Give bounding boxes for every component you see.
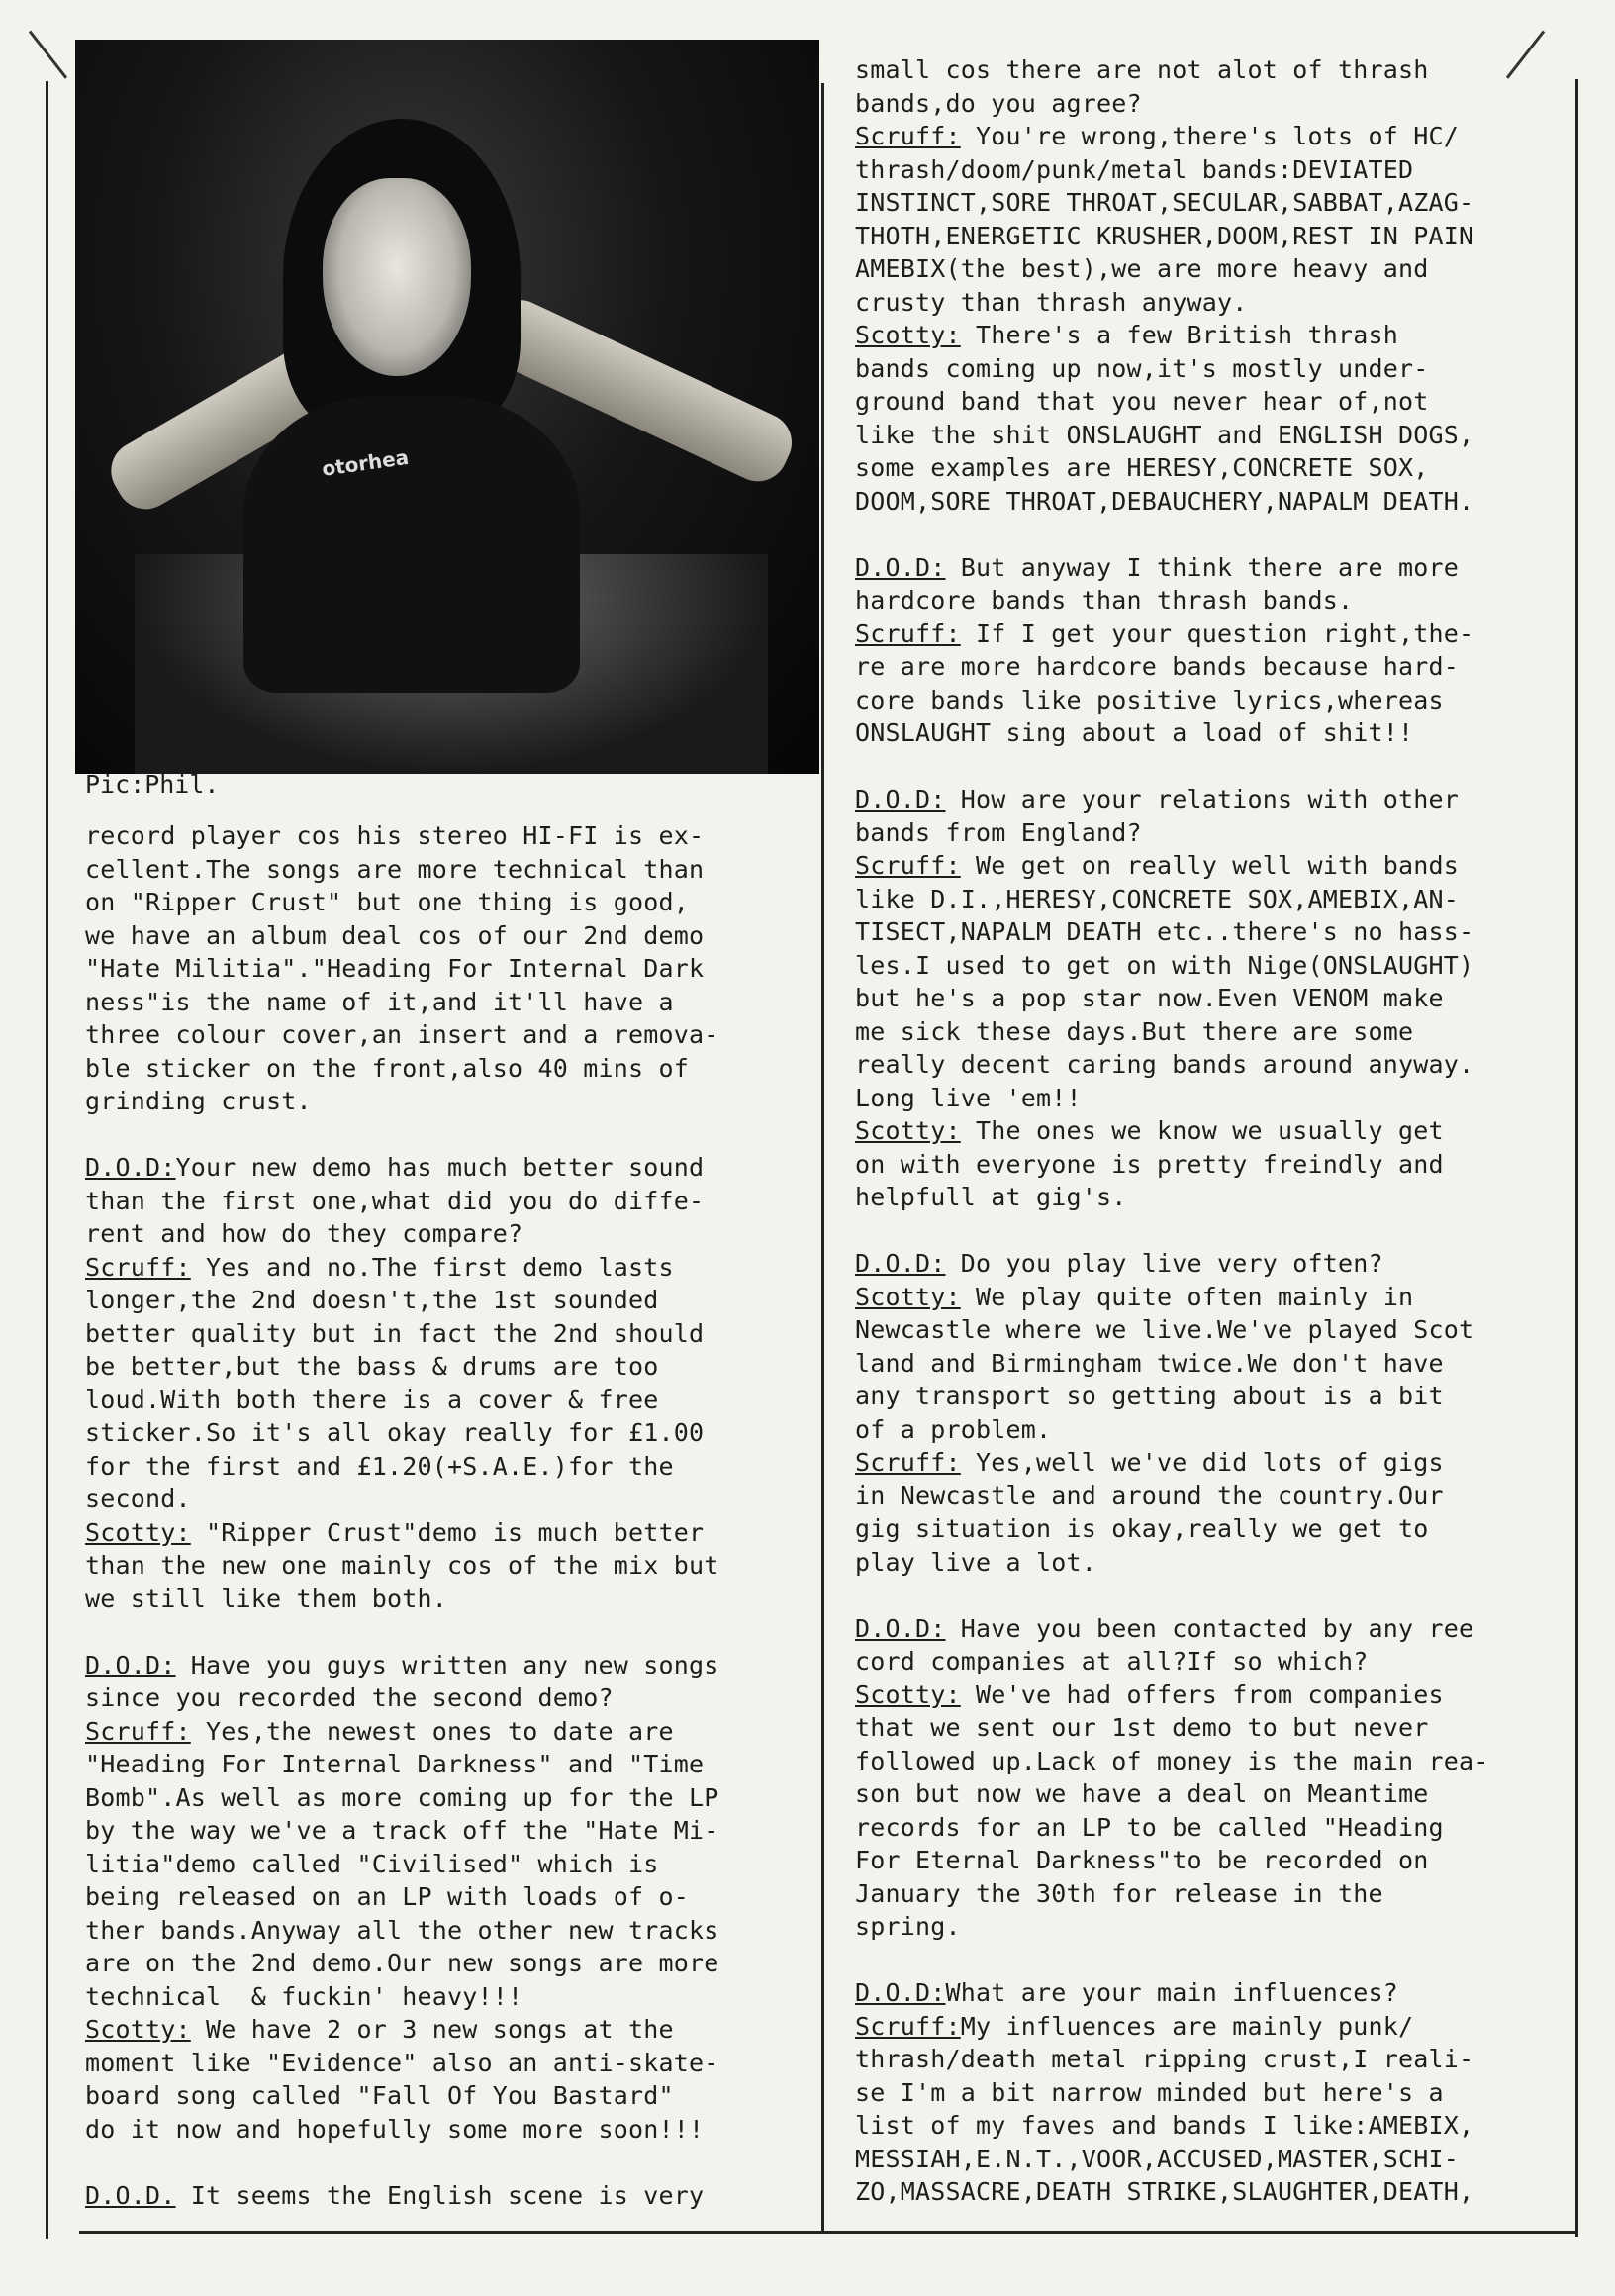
speaker-label: Scruff: [855,851,961,880]
line-text: bands coming up now,it's mostly under- [855,353,1429,383]
paragraph-gap [85,2146,719,2179]
page-border-right [1575,79,1578,2237]
text-line [85,1980,719,2014]
line-text: TISECT,NAPALM DEATH etc..there's no hass- [855,917,1474,946]
right-column-text [855,53,1489,2209]
text-line [855,1446,1489,1480]
line-text: cord companies at all?If so which? [855,1647,1369,1675]
text-line [855,1745,1489,1778]
text-line [855,1082,1489,1115]
speaker-label: D.O.D: [855,1978,946,2007]
text-line [855,551,1489,585]
line-text: How are your relations with other [945,785,1460,813]
line-text: ness"is the name of it,and it'll have a [85,987,674,1016]
speaker-label: D.O.D: [855,1613,946,1643]
text-line [85,2013,719,2047]
text-line [85,1516,719,1550]
paragraph-gap [855,1214,1489,1248]
text-line [855,949,1489,983]
text-line [855,982,1489,1015]
text-line [855,584,1489,618]
text-line [85,1781,719,1815]
line-text: Newcastle where we live.We've played Scot [855,1315,1474,1344]
page-border-left [46,81,48,2239]
text-line [855,2109,1489,2143]
text-line [85,1384,719,1417]
speaker-label: D.O.D: [85,1650,176,1679]
line-text: For Eternal Darkness"to be recorded on [855,1846,1429,1874]
speaker-label: Scruff: [855,2011,961,2041]
line-text: than the first one,what did you do diffe- [85,1186,705,1215]
text-line [855,915,1489,949]
line-text: les.I used to get on with Nige(ONSLAUGHT) [855,950,1474,980]
text-line [855,816,1489,850]
speaker-label: Scotty: [855,321,961,349]
line-text: since you recorded the second demo? [85,1683,614,1712]
line-text: DOOM,SORE THROAT,DEBAUCHERY,NAPALM DEATH. [855,486,1474,516]
line-text: me sick these days.But there are some [855,1016,1414,1046]
line-text: Yes and no.The first demo lasts [190,1252,674,1282]
text-line [855,1811,1489,1845]
text-line [85,1681,719,1715]
text-line [855,87,1489,121]
text-line [855,1048,1489,1082]
photo-face [323,178,471,376]
line-text: Yes,the newest ones to date are [190,1716,674,1746]
text-line [855,1546,1489,1579]
line-text: My influences are mainly punk/ [960,2011,1414,2041]
line-text: of a problem. [855,1414,1052,1444]
line-text: hardcore bands than thrash bands. [855,586,1354,615]
text-line [85,1582,719,1616]
line-text: loud.With both there is a cover & free [85,1385,659,1414]
text-line [855,1281,1489,1314]
line-text: core bands like positive lyrics,whereas [855,685,1444,715]
line-text: be better,but the bass & drums are too [85,1352,659,1381]
page-border-bottom [79,2231,1577,2234]
line-text: for the first and £1.20(+S.A.E.)for the [85,1451,674,1481]
text-line [855,1181,1489,1214]
text-line [855,783,1489,816]
line-text: gig situation is okay,really we get to [855,1514,1429,1543]
text-line [85,1748,719,1781]
line-text: but he's a pop star now.Even VENOM make [855,984,1444,1012]
text-line [85,952,719,986]
text-line [855,1612,1489,1646]
text-line [855,618,1489,651]
text-line [855,485,1489,519]
line-text: thrash/death metal ripping crust,I reali- [855,2045,1474,2073]
line-text: moment like "Evidence" also an anti-skate- [85,2048,719,2077]
column-divider [821,83,824,2231]
text-line [85,1880,719,1914]
line-text: three colour cover,an insert and a remova- [85,1020,719,1049]
text-line [855,1645,1489,1678]
line-text: play live a lot. [855,1547,1097,1577]
line-text: But anyway I think there are more [945,552,1460,582]
line-text: You're wrong,there's lots of HC/ [960,122,1460,150]
text-line [855,1678,1489,1712]
text-line [855,1413,1489,1447]
line-text: land and Birmingham twice.We don't have [855,1348,1444,1378]
text-line [85,2047,719,2080]
line-text: ONSLAUGHT sing about a load of shit!! [855,718,1414,747]
line-text: on with everyone is pretty freindly and [855,1149,1444,1179]
text-line [855,1711,1489,1745]
speaker-label: Scruff: [855,1448,961,1477]
text-line [855,1247,1489,1281]
line-text: better quality but in fact the 2nd should [85,1318,705,1348]
line-text: being released on an LP with loads of o- [85,1882,690,1911]
line-text: We play quite often mainly in [960,1282,1414,1311]
text-line [855,1380,1489,1413]
text-line [855,2175,1489,2209]
text-line [855,1877,1489,1911]
line-text: do it now and hopefully some more soon!!! [85,2114,705,2144]
line-text: list of my faves and bands I like:AMEBIX, [855,2111,1474,2140]
line-text: Bomb".As well as more coming up for the LP [85,1782,719,1812]
text-line [855,186,1489,220]
line-text: It seems the English scene is very [175,2180,705,2210]
paragraph-gap [855,1944,1489,1977]
line-text: Have you guys written any new songs [175,1650,719,1679]
line-text: we have an album deal cos of our 2nd demo [85,920,705,950]
corner-mark-right [1506,31,1545,79]
speaker-label: D.O.D. [85,2180,176,2210]
photo-caption: Pic:Phil. [85,770,220,799]
line-text: second. [85,1484,191,1513]
text-line [855,1844,1489,1877]
text-line [855,2010,1489,2044]
paragraph-gap [85,1118,719,1152]
speaker-label: Scotty: [85,1517,191,1547]
speaker-label: D.O.D: [855,552,946,582]
line-text: AMEBIX(the best),we are more heavy and [855,254,1429,283]
line-text: re are more hardcore bands because hard- [855,652,1460,681]
speaker-label: Scotty: [855,1282,961,1311]
text-line [85,2179,719,2213]
paragraph-gap [855,750,1489,784]
text-line [85,1018,719,1052]
text-line [855,451,1489,485]
speaker-label: D.O.D: [85,1153,176,1182]
line-text: Have you been contacted by any ree [945,1613,1474,1643]
text-line [855,2043,1489,2076]
line-text: spring. [855,1912,961,1941]
text-line [855,1512,1489,1546]
text-line [85,1914,719,1948]
text-line [855,650,1489,684]
line-text: cellent.The songs are more technical than [85,854,705,884]
line-text: "Ripper Crust"demo is much better [190,1517,705,1547]
speaker-label: D.O.D: [855,785,946,813]
speaker-label: Scotty: [855,1679,961,1709]
text-line [85,1185,719,1218]
line-text: The ones we know we usually get [960,1116,1444,1145]
text-line [85,1217,719,1251]
line-text: se I'm a bit narrow minded but here's a [855,2077,1444,2107]
text-line [855,1148,1489,1182]
speaker-label: Scruff: [855,122,961,150]
text-line [85,1947,719,1980]
corner-mark-left [29,31,67,79]
text-line [85,1848,719,1881]
paragraph-gap [85,1615,719,1649]
text-line [855,849,1489,883]
line-text: than the new one mainly cos of the mix but [85,1551,719,1579]
line-text: any transport so getting about is a bit [855,1382,1444,1410]
line-text: small cos there are not alot of thrash [855,55,1429,84]
text-line [855,385,1489,419]
line-text: Your new demo has much better sound [175,1153,705,1182]
shirt-print: otorhea [320,444,411,481]
speaker-label: Scruff: [855,619,961,648]
text-line [855,1347,1489,1381]
line-text: that we sent our 1st demo to but never [855,1713,1429,1742]
line-text: some examples are HERESY,CONCRETE SOX, [855,453,1429,482]
speaker-label: Scruff: [85,1252,191,1282]
line-text: ZO,MASSACRE,DEATH STRIKE,SLAUGHTER,DEATH, [855,2177,1474,2206]
line-text: INSTINCT,SORE THROAT,SECULAR,SABBAT,AZAG- [855,188,1474,217]
text-line [855,1976,1489,2010]
text-line [85,1450,719,1483]
text-line [85,1151,719,1185]
line-text: grinding crust. [85,1087,312,1115]
line-text: Long live 'em!! [855,1083,1082,1112]
text-line [85,1416,719,1450]
line-text: Yes,well we've did lots of gigs [960,1448,1444,1477]
text-line [855,120,1489,153]
text-line [855,1777,1489,1811]
text-line [85,919,719,953]
speaker-label: Scotty: [85,2015,191,2044]
text-line [855,1480,1489,1513]
text-line [85,1251,719,1285]
text-line [855,2143,1489,2176]
speaker-label: Scotty: [855,1116,961,1145]
text-line [855,684,1489,718]
text-line [855,319,1489,352]
text-line [85,1715,719,1749]
text-line [85,2113,719,2147]
paragraph-gap [855,1578,1489,1612]
text-line [85,1052,719,1086]
text-line [85,1284,719,1317]
text-line [855,153,1489,187]
line-text: board song called "Fall Of You Bastard" [85,2081,674,2110]
line-text: "Hate Militia"."Heading For Internal Dark [85,954,705,983]
text-line [855,1015,1489,1049]
photo-shirt [243,396,580,693]
line-text: MESSIAH,E.N.T.,VOOR,ACCUSED,MASTER,SCHI- [855,2144,1460,2173]
line-text: THOTH,ENERGETIC KRUSHER,DOOM,REST IN PAIN [855,221,1474,250]
line-text: January the 30th for release in the [855,1878,1383,1908]
line-text: on "Ripper Crust" but one thing is good, [85,888,690,916]
line-text: There's a few British thrash [960,321,1399,349]
text-line [855,883,1489,916]
text-line [855,1910,1489,1944]
paragraph-gap [855,518,1489,551]
text-line [855,419,1489,452]
text-line [85,1549,719,1582]
text-line [85,1317,719,1351]
line-text: What are your main influences? [945,1978,1399,2007]
text-line [855,717,1489,750]
line-text: We've had offers from companies [960,1679,1444,1709]
text-line [855,1114,1489,1148]
line-text: bands from England? [855,817,1142,847]
line-text: record player cos his stereo HI-FI is ex- [85,821,705,850]
line-text: sticker.So it's all okay really for £1.00 [85,1418,705,1447]
line-text: helpfull at gig's. [855,1183,1127,1211]
text-line [855,2076,1489,2110]
line-text: records for an LP to be called "Heading [855,1812,1444,1842]
line-text: If I get your question right,the- [960,619,1474,648]
line-text: by the way we've a track off the "Hate Mi- [85,1816,719,1845]
line-text: rent and how do they compare? [85,1219,523,1248]
line-text: thrash/doom/punk/metal bands:DEVIATED [855,154,1414,184]
line-text: longer,the 2nd doesn't,the 1st sounded [85,1286,659,1314]
line-text: technical & fuckin' heavy!!! [85,1981,523,2011]
text-line [855,352,1489,386]
line-text: really decent caring bands around anyway. [855,1050,1474,1079]
line-text: Do you play live very often? [945,1249,1383,1278]
speaker-label: Scruff: [85,1716,191,1746]
line-text: we still like them both. [85,1583,448,1613]
text-line [85,2079,719,2113]
text-line [855,1313,1489,1347]
text-line [85,886,719,919]
text-line [85,819,719,853]
text-line [85,1649,719,1682]
text-line [855,286,1489,320]
line-text: We get on really well with bands [960,851,1460,880]
line-text: are on the 2nd demo.Our new songs are more [85,1949,719,1977]
line-text: in Newcastle and around the country.Our [855,1481,1444,1510]
line-text: We have 2 or 3 new songs at the [190,2015,674,2044]
line-text: ground band that you never hear of,not [855,387,1429,416]
line-text: like the shit ONSLAUGHT and ENGLISH DOGS, [855,420,1474,449]
line-text: ble sticker on the front,also 40 mins of [85,1053,690,1083]
line-text: bands,do you agree? [855,88,1142,118]
text-line [85,1814,719,1848]
text-line [85,1350,719,1384]
text-line [85,986,719,1019]
line-text: "Heading For Internal Darkness" and "Time [85,1750,705,1778]
text-line [855,220,1489,253]
line-text: son but now we have a deal on Meantime [855,1779,1429,1808]
left-column-text [85,819,719,2212]
line-text: ther bands.Anyway all the other new tracks [85,1915,719,1945]
line-text: followed up.Lack of money is the main rea- [855,1746,1489,1775]
text-line [85,1085,719,1118]
text-line [85,1483,719,1516]
speaker-label: D.O.D: [855,1249,946,1278]
line-text: crusty than thrash anyway. [855,287,1248,317]
text-line [855,53,1489,87]
band-photo [75,40,819,774]
line-text: litia"demo called "Civilised" which is [85,1849,659,1878]
text-line [85,853,719,887]
text-line [855,252,1489,286]
line-text: like D.I.,HERESY,CONCRETE SOX,AMEBIX,AN- [855,884,1460,913]
